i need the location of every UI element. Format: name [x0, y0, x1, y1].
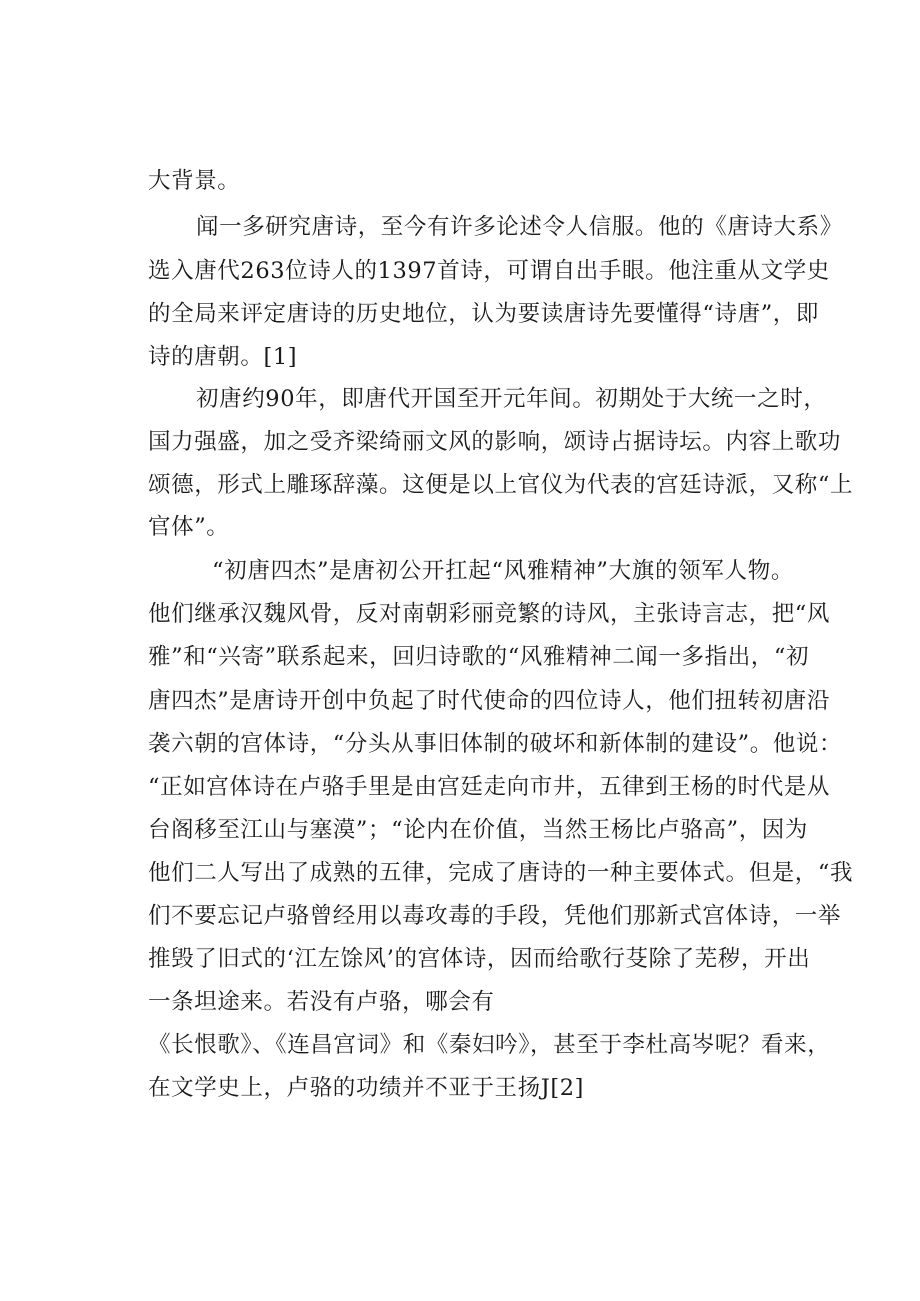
paragraph-line: 他们继承汉魏风骨，反对南朝彩丽竞繁的诗风，主张诗言志，把“风 — [148, 601, 831, 627]
paragraph-line: 推毁了旧式的‘江左馀风’的宫体诗，因而给歌行芟除了芜秽，开出 — [148, 946, 811, 972]
paragraph-line: 选入唐代263位诗人的1397首诗，可谓自出手眼。他注重从文学史 — [148, 258, 830, 284]
paragraph-line: 颂德，形式上雕琢辞藻。这便是以上官仪为代表的宫廷诗派，又称“上 — [148, 472, 854, 498]
paragraph-line: 官体”。 — [148, 514, 230, 540]
paragraph-line: 在文学史上，卢骆的功绩并不亚于王扬J[2] — [148, 1075, 584, 1101]
paragraph-line: 《长恨歌》、《连昌宫词》和《秦妇吟》，甚至于李杜高岑呢？看来， — [148, 1032, 831, 1058]
paragraph-line: “初唐四杰”是唐初公开扛起“风雅精神”大旗的领军人物。 — [212, 558, 794, 584]
paragraph-line: “正如宫体诗在卢骆手里是由宫廷走向市井，五律到王杨的时代是从 — [148, 774, 831, 800]
paragraph-line: 们不要忘记卢骆曾经用以毒攻毒的手段，凭他们那新式宫体诗，一举 — [148, 903, 842, 929]
paragraph-line: 唐四杰”是唐诗开创中负起了时代使命的四位诗人，他们扭转初唐沿 — [148, 688, 831, 714]
paragraph-line: 初唐约90年，即唐代开国至开元年间。初期处于大统一之时， — [196, 386, 827, 412]
paragraph-line: 他们二人写出了成熟的五律，完成了唐诗的一种主要体式。但是，“我 — [148, 860, 854, 886]
paragraph-line: 台阁移至江山与塞漠”；“论内在价值，当然王杨比卢骆高”，因为 — [148, 817, 809, 843]
paragraph-line: 袭六朝的宫体诗，“分头从事旧体制的破坏和新体制的建设”。他说： — [148, 731, 843, 757]
paragraph-line: 一条坦途来。若没有卢骆，哪会有 — [148, 989, 495, 1015]
paragraph-line: 国力强盛，加之受齐梁绮丽文风的影响，颂诗占据诗坛。内容上歌功 — [148, 429, 842, 455]
paragraph-line: 的全局来评定唐诗的历史地位，认为要读唐诗先要懂得“诗唐”，即 — [148, 301, 820, 327]
paragraph-line: 雅”和“兴寄”联系起来，回归诗歌的“风雅精神二闻一多指出，“初 — [148, 644, 810, 670]
paragraph-end-line: 大背景。 — [148, 168, 241, 194]
paragraph-line: 诗的唐朝。[1] — [148, 344, 298, 370]
paragraph-line: 闻一多研究唐诗，至今有许多论述令人信服。他的《唐诗大系》 — [196, 214, 843, 240]
